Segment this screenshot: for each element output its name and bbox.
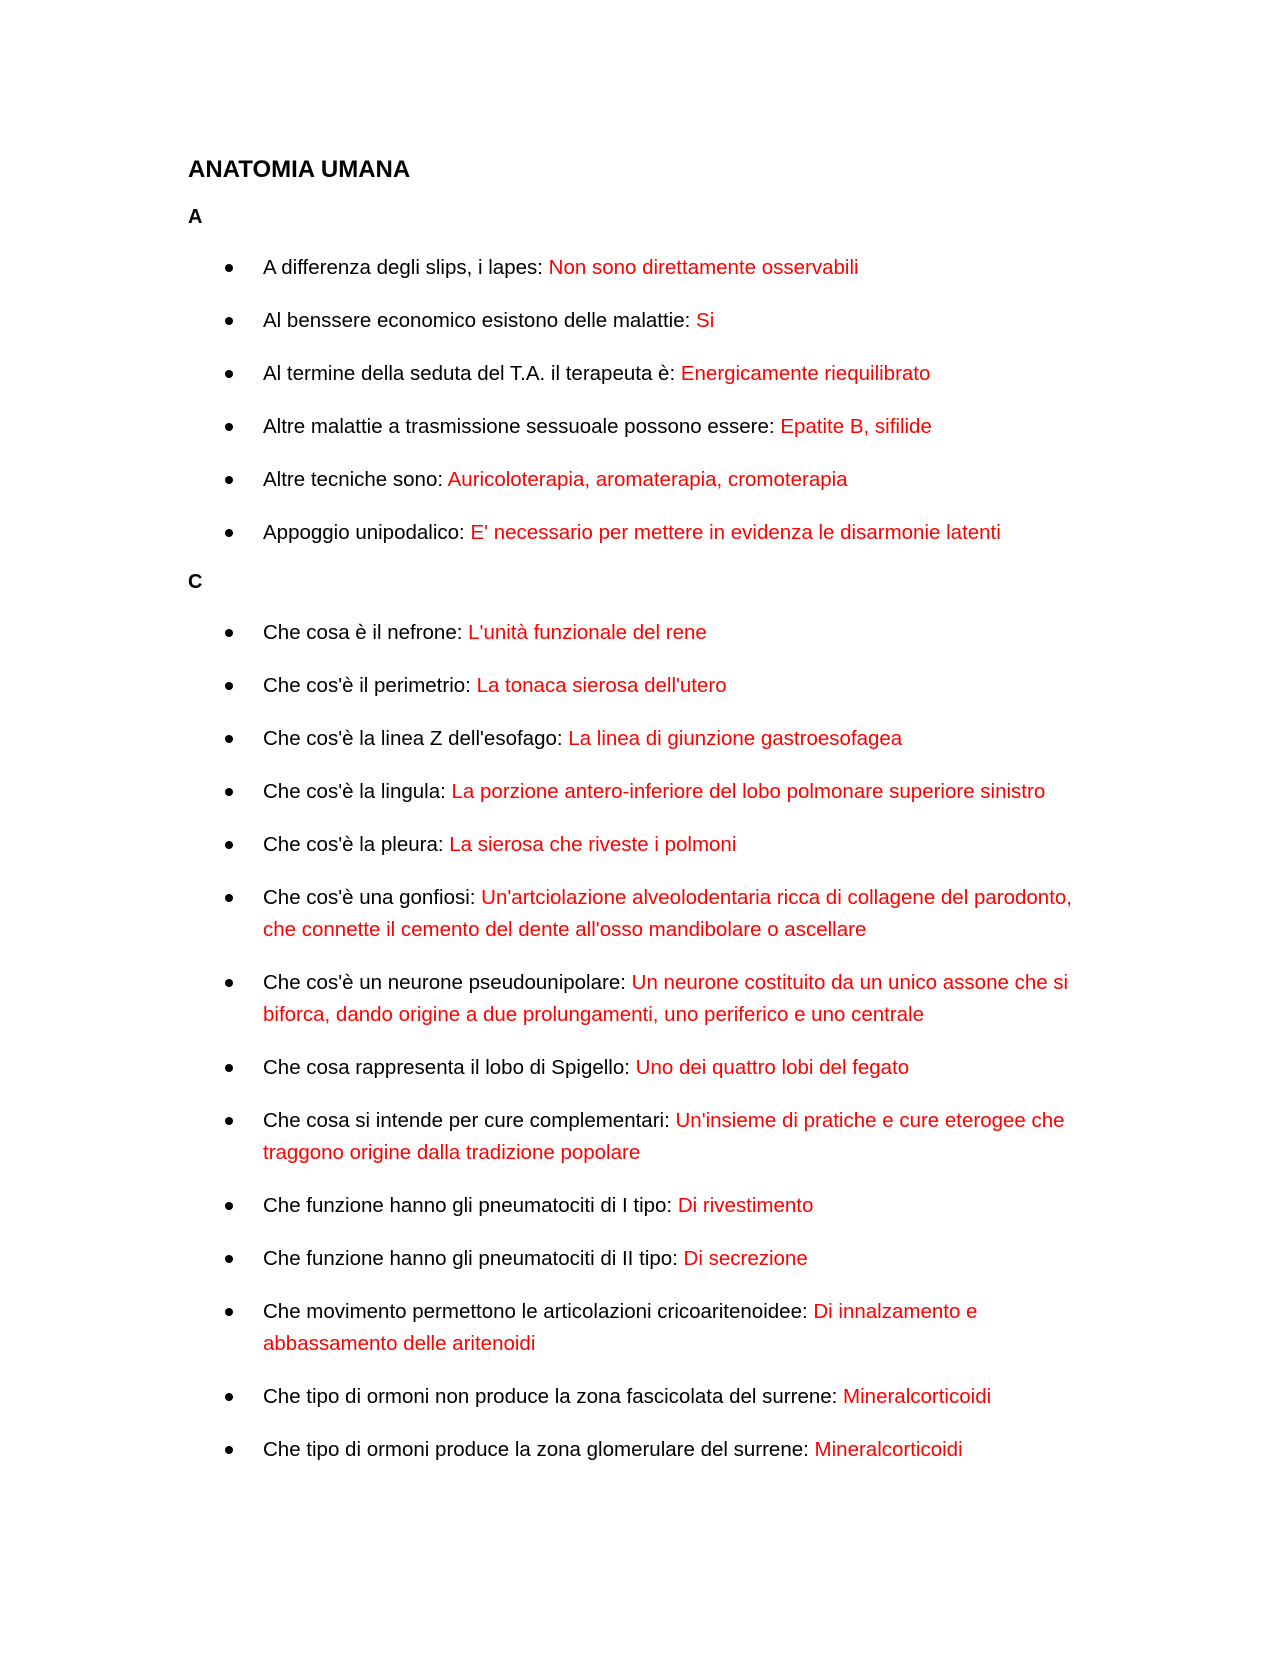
document-page: [188, 150, 1088, 1466]
answer-text: Epatite B, sifilide: [780, 415, 932, 438]
list-item: [188, 1434, 1088, 1466]
answer-text: L'unità funzionale del rene: [468, 621, 707, 644]
section-a: [188, 202, 1088, 549]
bullet-icon: [225, 1064, 233, 1072]
bullet-icon: [225, 894, 233, 902]
bullet-icon: [225, 1308, 233, 1316]
list-item: [188, 1190, 1088, 1222]
question-text: Che cos'è un neurone pseudounipolare:: [263, 971, 632, 994]
list-item: [188, 358, 1088, 390]
bullet-icon: [225, 629, 233, 637]
question-text: Che cos'è il perimetrio:: [263, 674, 477, 697]
list-item: [188, 617, 1088, 649]
bullet-icon: [225, 682, 233, 690]
answer-text: Un'insieme di pratiche e cure eterogee che traggono origine dalla tradizione popolare: [263, 1109, 1065, 1164]
bullet-icon: [225, 476, 233, 484]
bullet-icon: [225, 979, 233, 987]
list-item: [188, 1243, 1088, 1275]
question-text: Altre malattie a trasmissione sessuoale possono essere:: [263, 415, 781, 438]
answer-text: La porzione antero-inferiore del lobo polmonare superiore sinistro: [451, 780, 1046, 803]
question-text: Al termine della seduta del T.A. il terapeuta è:: [263, 362, 681, 385]
document-title: ANATOMIA UMANA: [188, 156, 411, 183]
answer-text: Mineralcorticoidi: [814, 1438, 963, 1461]
question-text: Appoggio unipodalico:: [263, 521, 471, 544]
question-text: Che cosa è il nefrone:: [263, 621, 469, 644]
list-item: [188, 464, 1088, 496]
bullet-icon: [225, 370, 233, 378]
question-text: Al benssere economico esistono delle malattie:: [263, 309, 697, 332]
list-item: [188, 1296, 1088, 1360]
answer-text: La sierosa che riveste i polmoni: [449, 833, 737, 856]
list-item: [188, 517, 1088, 549]
question-text: Che funzione hanno gli pneumatociti di I tipo:: [263, 1194, 678, 1217]
question-text: Che cos'è la lingula:: [263, 780, 452, 803]
question-text: Che cosa rappresenta il lobo di Spigello:: [263, 1056, 636, 1079]
list-item: [188, 411, 1088, 443]
list-item: [188, 670, 1088, 702]
list-item: [188, 252, 1088, 284]
answer-text: E' necessario per mettere in evidenza le disarmonie latenti: [470, 521, 1001, 544]
question-text: A differenza degli slips, i lapes:: [263, 256, 549, 279]
list-item: [188, 1052, 1088, 1084]
bullet-icon: [225, 1446, 233, 1454]
section-c: [188, 567, 1088, 1466]
bullet-icon: [225, 788, 233, 796]
qa-list: [188, 252, 1088, 549]
answer-text: Auricoloterapia, aromaterapia, cromoterapia: [447, 468, 848, 491]
list-item: [188, 882, 1088, 946]
bullet-icon: [225, 735, 233, 743]
answer-text: Un neurone costituito da un unico assone che si biforca, dando origine a due prolungamenti, uno periferico e uno centrale: [263, 971, 1069, 1026]
qa-list: [188, 617, 1088, 1466]
answer-text: Un'artciolazione alveolodentaria ricca di collagene del parodonto, che connette il cemento del dente all'osso mandibolare o ascellare: [263, 886, 1072, 941]
question-text: Che cos'è una gonfiosi:: [263, 886, 482, 909]
list-item: [188, 776, 1088, 808]
question-text: Altre tecniche sono:: [263, 468, 448, 491]
list-item: [188, 1105, 1088, 1169]
list-item: [188, 723, 1088, 755]
bullet-icon: [225, 423, 233, 431]
answer-text: La tonaca sierosa dell'utero: [476, 674, 727, 697]
question-text: Che tipo di ormoni non produce la zona fascicolata del surrene:: [263, 1385, 844, 1408]
answer-text: Energicamente riequilibrato: [680, 362, 931, 385]
answer-text: Uno dei quattro lobi del fegato: [635, 1056, 910, 1079]
list-item: [188, 1381, 1088, 1413]
list-item: [188, 967, 1088, 1031]
list-item: [188, 829, 1088, 861]
question-text: Che funzione hanno gli pneumatociti di II tipo:: [263, 1247, 684, 1270]
answer-text: Non sono direttamente osservabili: [548, 256, 859, 279]
bullet-icon: [225, 317, 233, 325]
bullet-icon: [225, 841, 233, 849]
question-text: Che movimento permettono le articolazioni cricoaritenoidee:: [263, 1300, 814, 1323]
bullet-icon: [225, 1117, 233, 1125]
section-heading: C: [188, 571, 203, 593]
answer-text: Di rivestimento: [677, 1194, 814, 1217]
bullet-icon: [225, 1255, 233, 1263]
question-text: Che tipo di ormoni produce la zona glomerulare del surrene:: [263, 1438, 815, 1461]
answer-text: La linea di giunzione gastroesofagea: [568, 727, 903, 750]
bullet-icon: [225, 1393, 233, 1401]
answer-text: Di secrezione: [683, 1247, 808, 1270]
answer-text: Mineralcorticoidi: [843, 1385, 992, 1408]
bullet-icon: [225, 1202, 233, 1210]
bullet-icon: [225, 264, 233, 272]
answer-text: Si: [696, 309, 715, 332]
question-text: Che cos'è la linea Z dell'esofago:: [263, 727, 569, 750]
bullet-icon: [225, 529, 233, 537]
list-item: [188, 305, 1088, 337]
question-text: Che cosa si intende per cure complementari:: [263, 1109, 676, 1132]
answer-text: Di innalzamento e abbassamento delle aritenoidi: [263, 1300, 978, 1355]
section-heading: A: [188, 206, 203, 228]
question-text: Che cos'è la pleura:: [263, 833, 450, 856]
